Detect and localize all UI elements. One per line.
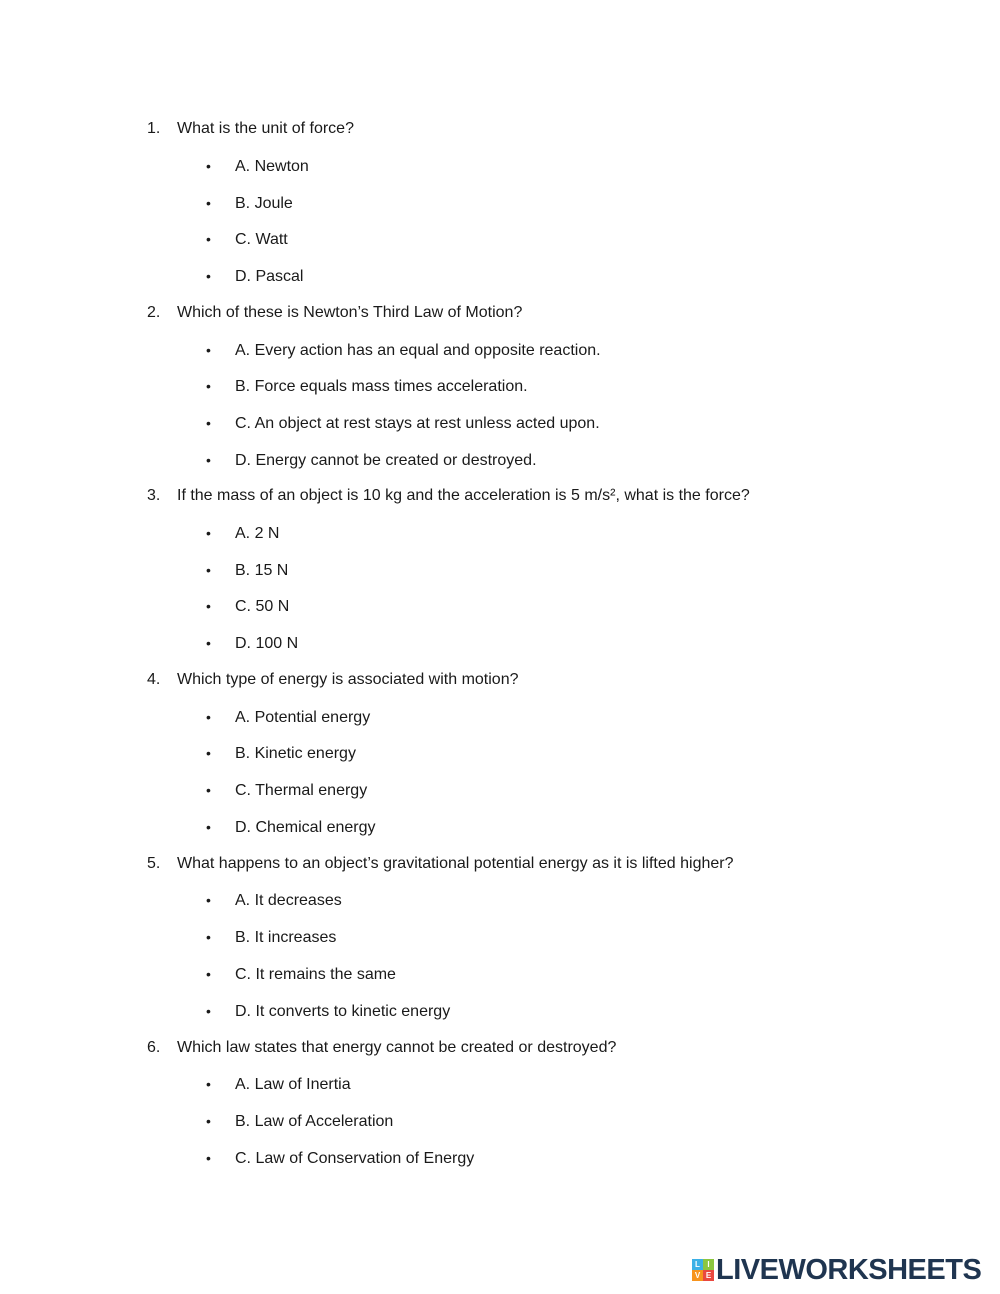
bullet-icon: •	[206, 819, 211, 835]
question-6	[147, 1038, 616, 1058]
answer-option[interactable]	[206, 193, 293, 214]
option-label: A. It decreases	[235, 892, 342, 909]
liveworksheets-logo	[692, 1254, 981, 1286]
answer-option[interactable]	[206, 1111, 393, 1132]
question-text: Which of these is Newton’s Third Law of Motion?	[177, 304, 523, 321]
bullet-icon: •	[206, 195, 211, 211]
answer-option[interactable]	[206, 890, 342, 911]
option-label: B. Law of Acceleration	[235, 1113, 394, 1130]
answer-option[interactable]	[206, 633, 298, 654]
option-label: B. Force equals mass times acceleration.	[235, 378, 528, 395]
option-label: C. It remains the same	[235, 966, 396, 983]
question-text: If the mass of an object is 10 kg and the acceleration is 5 m/s², what is the force?	[177, 487, 750, 504]
answer-option[interactable]	[206, 340, 601, 361]
answer-option[interactable]	[206, 376, 528, 397]
logo-cell-i: I	[703, 1259, 714, 1270]
answer-option[interactable]	[206, 780, 367, 801]
answer-option[interactable]	[206, 927, 336, 948]
bullet-icon: •	[206, 892, 211, 908]
bullet-icon: •	[206, 635, 211, 651]
answer-option[interactable]	[206, 229, 288, 250]
bullet-icon: •	[206, 1076, 211, 1092]
question-number: 4.	[147, 671, 161, 688]
option-label: C. Law of Conservation of Energy	[235, 1150, 475, 1167]
question-number: 5.	[147, 855, 161, 872]
answer-option[interactable]	[206, 156, 309, 177]
question-5	[147, 854, 734, 874]
bullet-icon: •	[206, 1150, 211, 1166]
bullet-icon: •	[206, 452, 211, 468]
answer-option[interactable]	[206, 560, 288, 581]
question-number: 1.	[147, 120, 161, 137]
bullet-icon: •	[206, 525, 211, 541]
option-label: B. Joule	[235, 195, 293, 212]
answer-option[interactable]	[206, 707, 370, 728]
bullet-icon: •	[206, 268, 211, 284]
option-label: A. Law of Inertia	[235, 1076, 351, 1093]
bullet-icon: •	[206, 929, 211, 945]
logo-text: LIVEWORKSHEETS	[716, 1254, 982, 1286]
option-label: D. Energy cannot be created or destroyed.	[235, 452, 537, 469]
option-label: A. 2 N	[235, 525, 280, 542]
option-label: D. Chemical energy	[235, 819, 376, 836]
bullet-icon: •	[206, 745, 211, 761]
question-number: 3.	[147, 487, 161, 504]
option-label: B. Kinetic energy	[235, 745, 356, 762]
option-label: A. Newton	[235, 158, 309, 175]
answer-option[interactable]	[206, 743, 356, 764]
logo-cell-e: E	[703, 1270, 714, 1281]
option-label: A. Potential energy	[235, 709, 371, 726]
question-3	[147, 486, 750, 506]
option-label: C. 50 N	[235, 598, 290, 615]
question-4	[147, 670, 519, 690]
answer-option[interactable]	[206, 523, 279, 544]
option-label: D. It converts to kinetic energy	[235, 1003, 451, 1020]
bullet-icon: •	[206, 231, 211, 247]
logo-cell-l: L	[692, 1259, 703, 1270]
option-label: D. Pascal	[235, 268, 304, 285]
bullet-icon: •	[206, 1113, 211, 1129]
question-text: What happens to an object’s gravitational potential energy as it is lifted higher?	[177, 855, 734, 872]
option-label: C. Thermal energy	[235, 782, 368, 799]
question-number: 2.	[147, 304, 161, 321]
bullet-icon: •	[206, 782, 211, 798]
logo-cell-v: V	[692, 1270, 703, 1281]
option-label: A. Every action has an equal and opposite reaction.	[235, 342, 601, 359]
bullet-icon: •	[206, 342, 211, 358]
bullet-icon: •	[206, 966, 211, 982]
option-label: D. 100 N	[235, 635, 299, 652]
answer-option[interactable]	[206, 596, 289, 617]
question-text: Which law states that energy cannot be created or destroyed?	[177, 1039, 617, 1056]
bullet-icon: •	[206, 562, 211, 578]
bullet-icon: •	[206, 378, 211, 394]
bullet-icon: •	[206, 158, 211, 174]
answer-option[interactable]	[206, 817, 376, 838]
question-number: 6.	[147, 1039, 161, 1056]
option-label: C. Watt	[235, 231, 288, 248]
answer-option[interactable]	[206, 1074, 351, 1095]
question-2	[147, 303, 522, 323]
logo-icon	[692, 1259, 714, 1281]
option-label: C. An object at rest stays at rest unless acted upon.	[235, 415, 600, 432]
bullet-icon: •	[206, 415, 211, 431]
question-text: Which type of energy is associated with motion?	[177, 671, 519, 688]
question-1	[147, 119, 354, 139]
bullet-icon: •	[206, 598, 211, 614]
answer-option[interactable]	[206, 413, 600, 434]
question-text: What is the unit of force?	[177, 120, 354, 137]
answer-option[interactable]	[206, 1148, 474, 1169]
answer-option[interactable]	[206, 1001, 450, 1022]
bullet-icon: •	[206, 1003, 211, 1019]
option-label: B. It increases	[235, 929, 337, 946]
answer-option[interactable]	[206, 450, 537, 471]
option-label: B. 15 N	[235, 562, 289, 579]
answer-option[interactable]	[206, 266, 303, 287]
answer-option[interactable]	[206, 964, 396, 985]
bullet-icon: •	[206, 709, 211, 725]
